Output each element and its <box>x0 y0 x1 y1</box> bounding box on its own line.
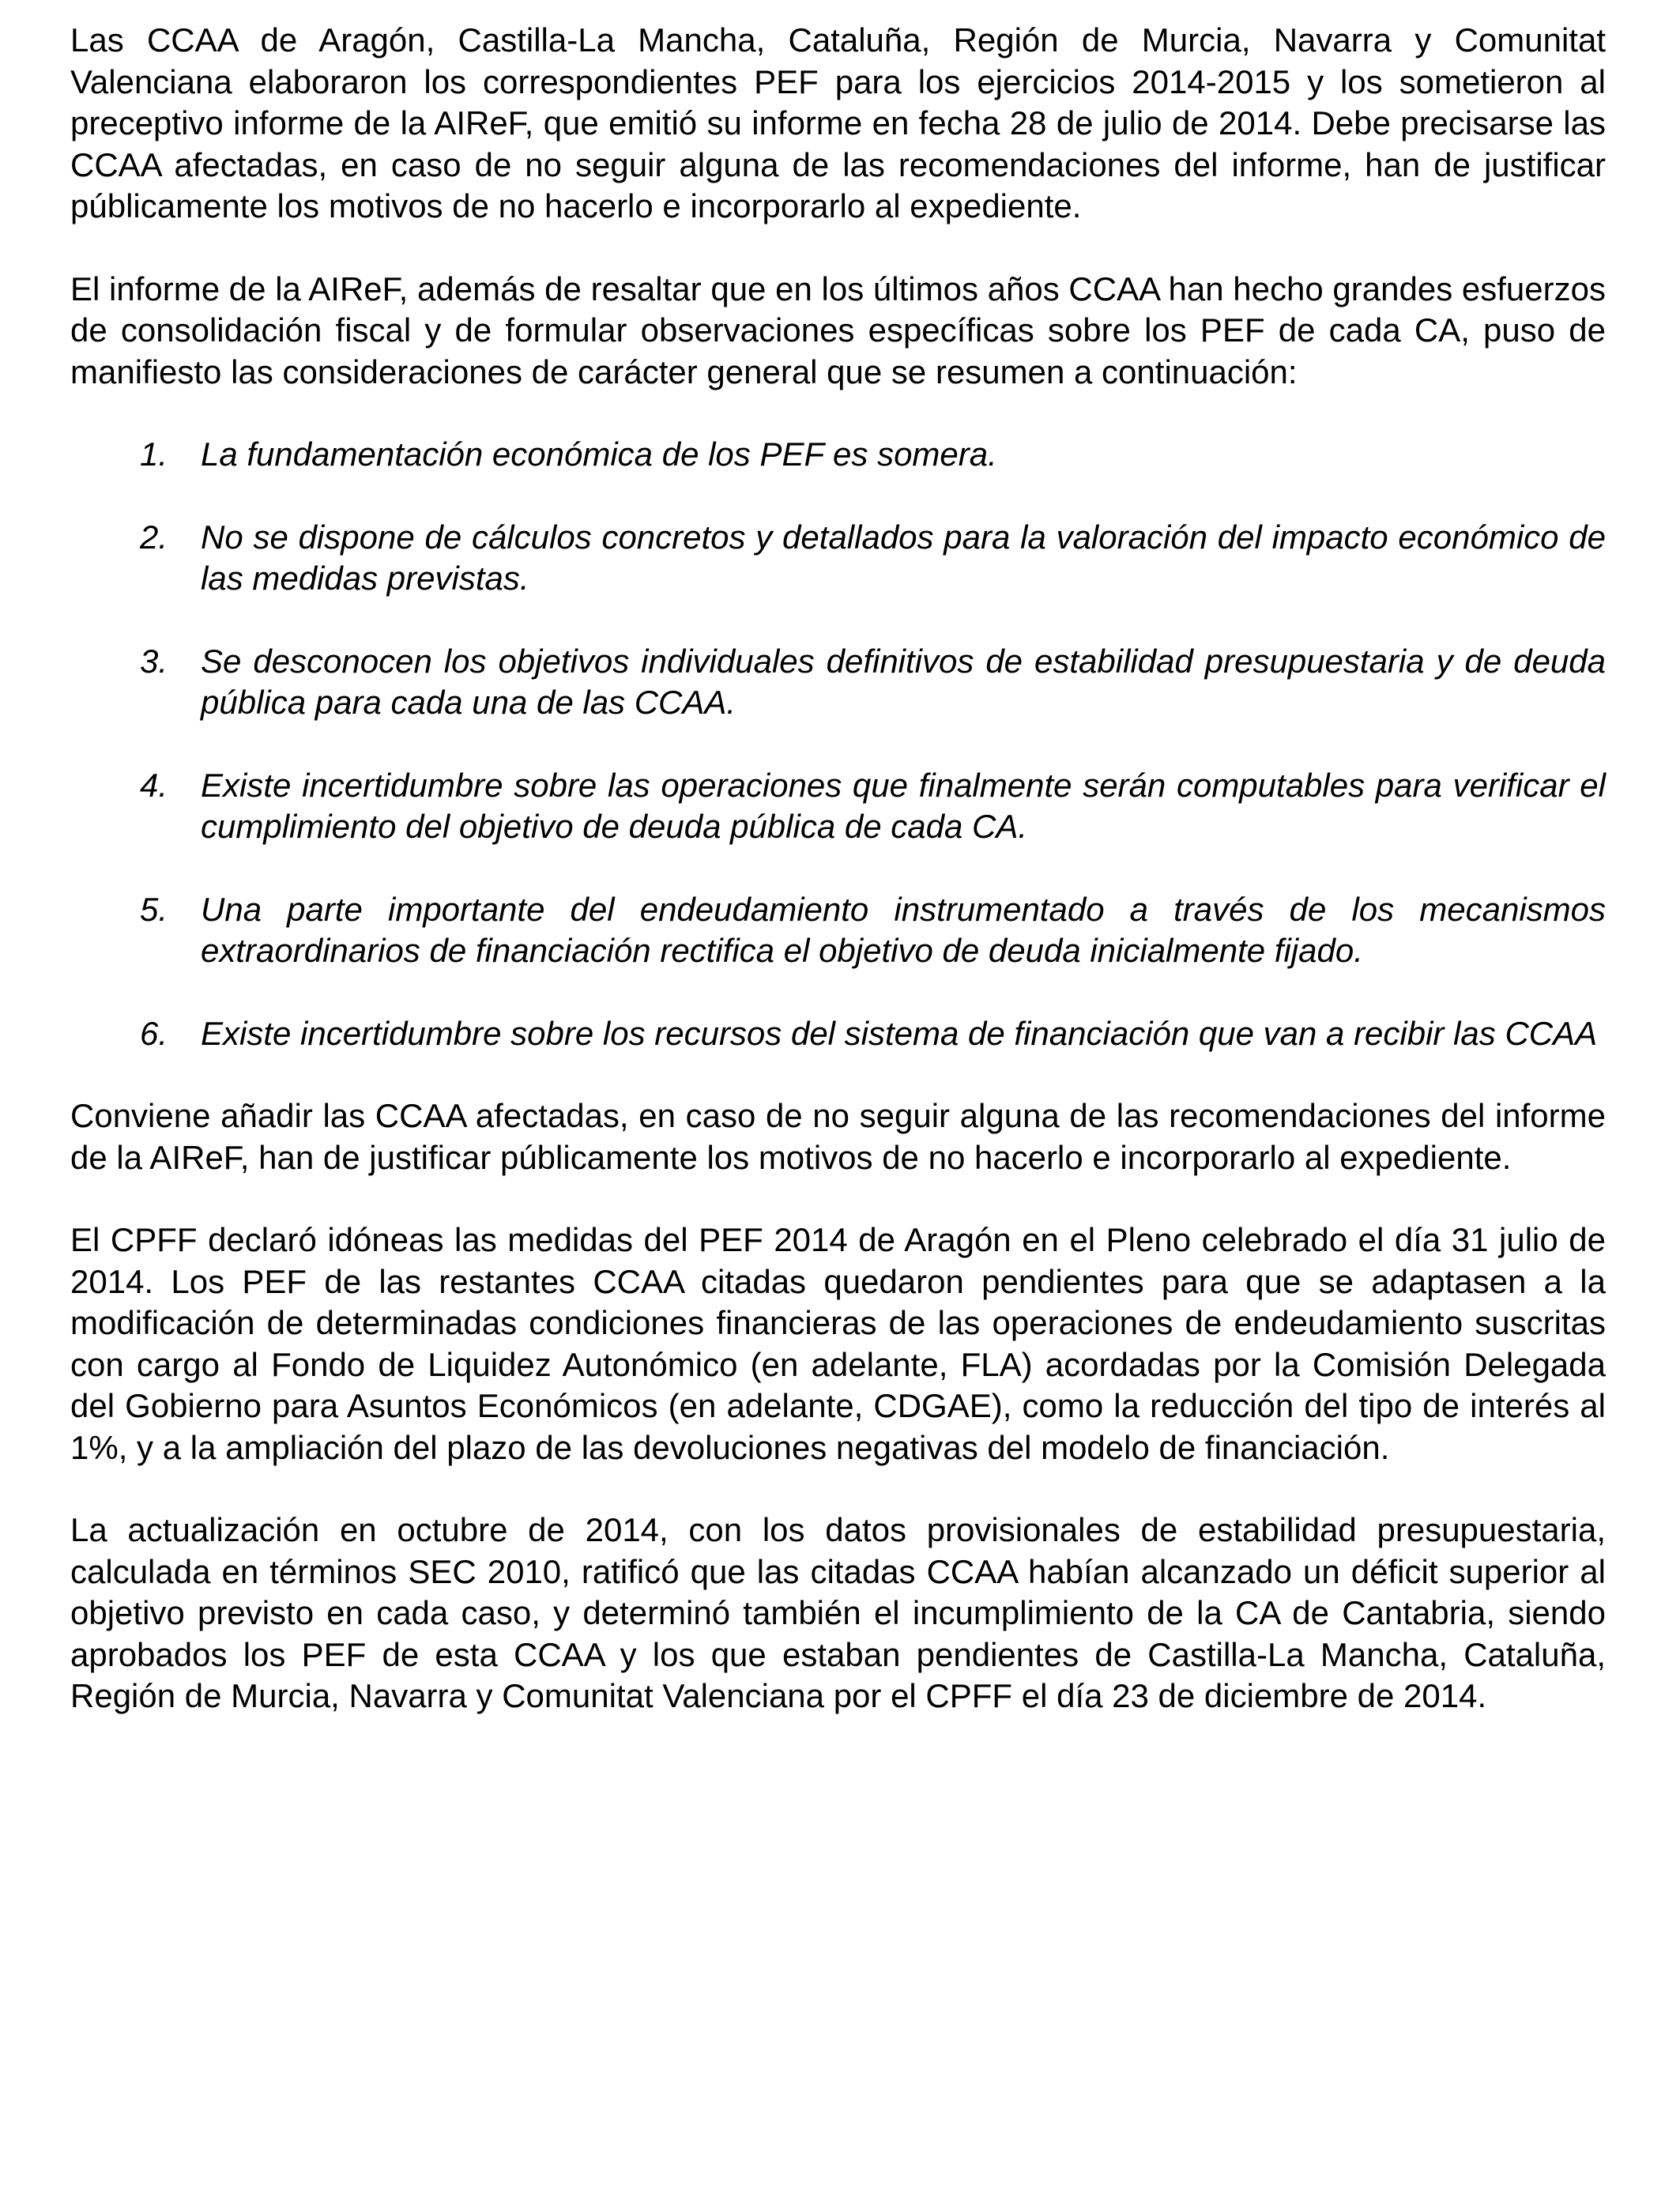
paragraph-october-update: La actualización en octubre de 2014, con los datos provisionales de estabilidad presupuestaria, calculada en términos SEC 2010, ratificó que las citadas CCAA habían alcanzado un déficit superior al objetivo previsto en cada caso, y determinó también el incumplimiento de la CA de Cantabria, siendo aprobados los PEF de esta CCAA y los que estaban pendientes de Castilla-La Mancha, Cataluña, Región de Murcia, Navarra y Comunitat Valenciana por el CPFF el día 23 de diciembre de 2014. <box>70 1511 1606 1714</box>
list-item-text: La fundamentación económica de los PEF es somera. <box>201 435 997 473</box>
list-item-text: Se desconocen los objetivos individuales definitivos de estabilidad presupuestaria y de deuda pública para cada una de las CCAA. <box>201 642 1606 721</box>
list-item <box>70 765 1606 848</box>
considerations-list <box>70 434 1606 1054</box>
list-item-text: Una parte importante del endeudamiento instrumentado a través de los mecanismos extraordinarios de financiación rectifica el objetivo de deuda inicialmente fijado. <box>201 890 1606 969</box>
list-item-number: 6. <box>140 1014 168 1052</box>
list-item-text: Existe incertidumbre sobre los recursos del sistema de financiación que van a recibir las CCAA <box>201 1014 1598 1052</box>
list-item <box>70 889 1606 972</box>
list-item <box>70 517 1606 600</box>
list-item-text: No se dispone de cálculos concretos y detallados para la valoración del impacto económico de las medidas previstas. <box>201 518 1606 597</box>
list-item-text: Existe incertidumbre sobre las operaciones que finalmente serán computables para verificar el cumplimiento del objetivo de deuda pública de cada CA. <box>201 766 1606 845</box>
list-item <box>70 641 1606 724</box>
list-item-number: 5. <box>140 890 168 928</box>
list-item-number: 2. <box>140 518 168 556</box>
paragraph-airef-report: El informe de la AIReF, además de resaltar que en los últimos años CCAA han hecho grandes esfuerzos de consolidación fiscal y de formular observaciones específicas sobre los PEF de cada CA, puso de manifiesto las consideraciones de carácter general que se resumen a continuación: <box>70 270 1606 390</box>
list-item <box>70 1013 1606 1055</box>
list-item-number: 4. <box>140 766 168 804</box>
list-item-number: 3. <box>140 642 168 680</box>
paragraph-recommendations: Conviene añadir las CCAA afectadas, en caso de no seguir alguna de las recomendaciones del informe de la AIReF, han de justificar públicamente los motivos de no hacerlo e incorporarlo al expediente. <box>70 1097 1606 1176</box>
list-item <box>70 434 1606 476</box>
paragraph-pef-submission: Las CCAA de Aragón, Castilla-La Mancha, Cataluña, Región de Murcia, Navarra y Comunitat Valenciana elaboraron los correspondientes PEF para los ejercicios 2014-2015 y los sometieron al preceptivo informe de la AIReF, que emitió su informe en fecha 28 de julio de 2014. Debe precisarse las CCAA afectadas, en caso de no seguir alguna de las recomendaciones del informe, han de justificar públicamente los motivos de no hacerlo e incorporarlo al expediente. <box>70 21 1606 224</box>
document-body <box>70 20 1606 1759</box>
list-item-number: 1. <box>140 435 168 473</box>
paragraph-cpff-aragon: El CPFF declaró idóneas las medidas del PEF 2014 de Aragón en el Pleno celebrado el día 31 julio de 2014. Los PEF de las restantes CCAA citadas quedaron pendientes para que se adaptasen a la modificación de determinadas condiciones financieras de las operaciones de endeudamiento suscritas con cargo al Fondo de Liquidez Autonómico (en adelante, FLA) acordadas por la Comisión Delegada del Gobierno para Asuntos Económicos (en adelante, CDGAE), como la reducción del tipo de interés al 1%, y a la ampliación del plazo de las devoluciones negativas del modelo de financiación. <box>70 1221 1606 1466</box>
